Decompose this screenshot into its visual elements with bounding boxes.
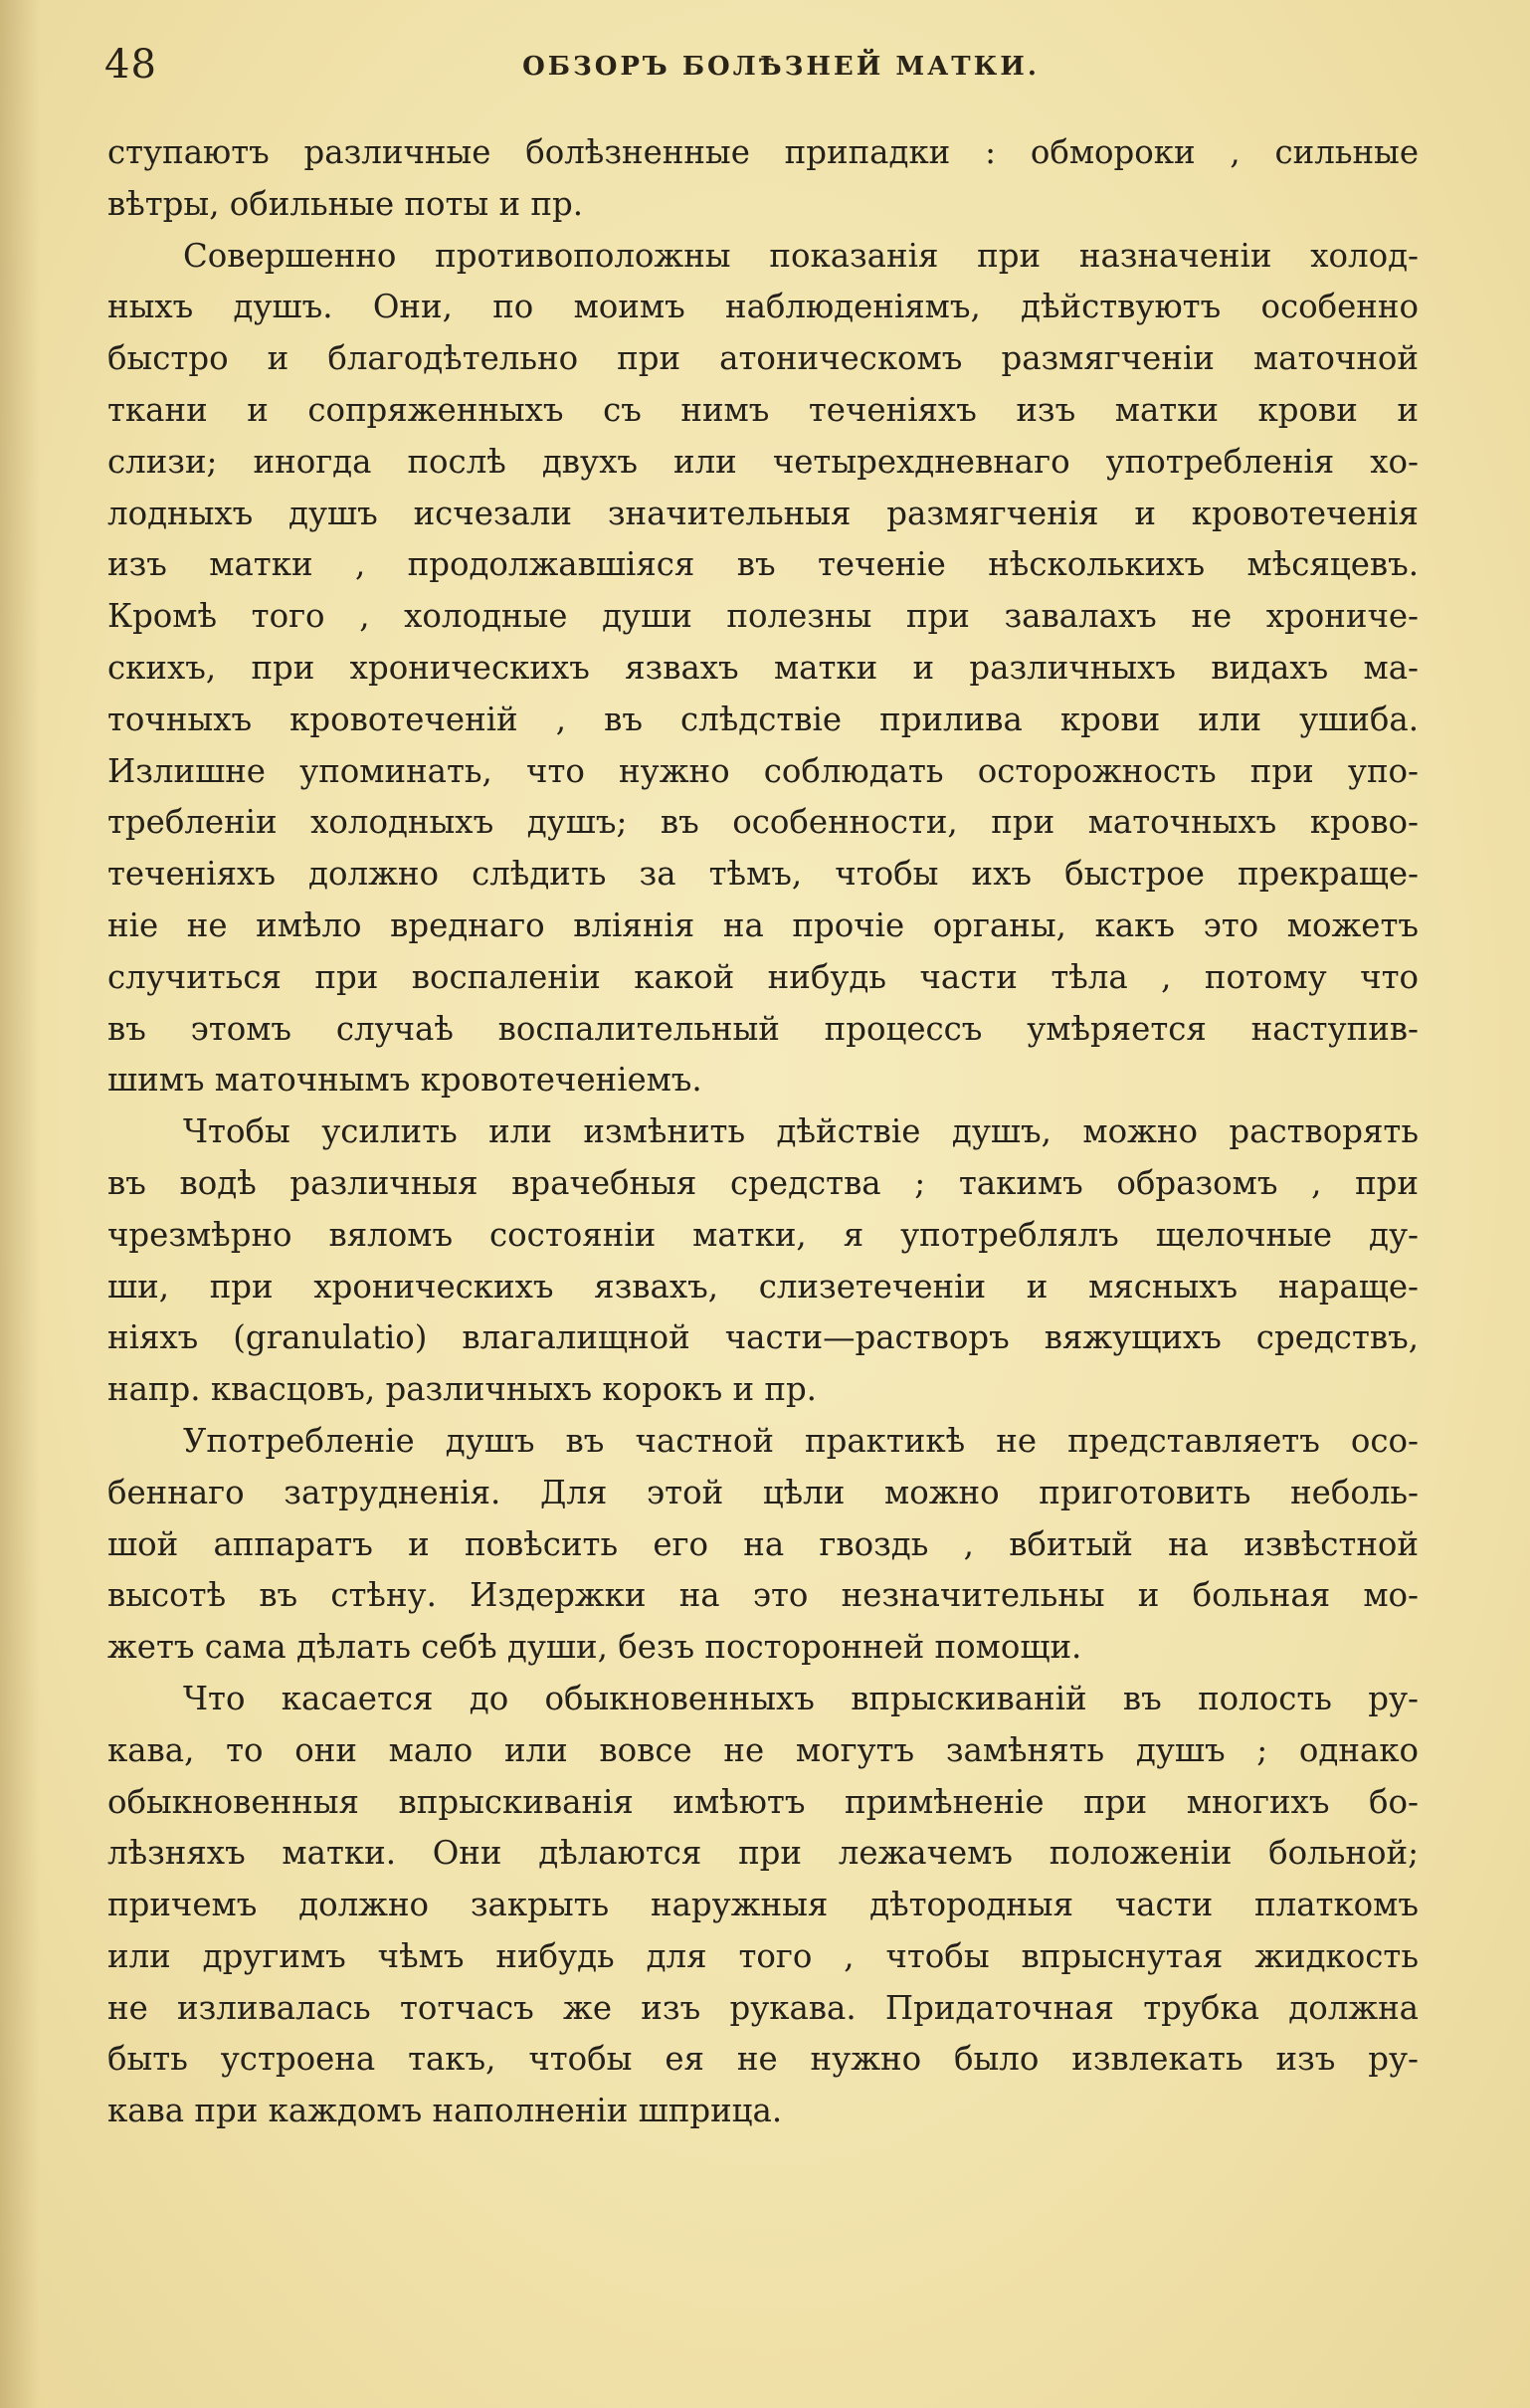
text-line: быть устроена такъ, чтобы ея не нужно было извлекать изъ ру-	[107, 2040, 1419, 2079]
text-line: Что касается до обыкновенныхъ впрыскиваній въ полость ру-	[183, 1679, 1419, 1717]
text-line: ткани и сопряженныхъ съ нимъ теченіяхъ изъ матки крови и	[107, 390, 1419, 429]
page-edge-shadow	[0, 0, 40, 2408]
running-title: ОБЗОРЪ БОЛѢЗНЕЙ МАТКИ.	[522, 52, 1040, 82]
text-line: ныхъ душъ. Они, по моимъ наблюденіямъ, дѣйствуютъ особенно	[107, 288, 1419, 326]
text-line: напр. квасцовъ, различныхъ корокъ и пр.	[107, 1370, 817, 1409]
text-line: ступаютъ различные болѣзненные припадки : обмороки , сильные	[107, 133, 1419, 171]
text-line: въ этомъ случаѣ воспалительный процессъ умѣряется наступив-	[107, 1009, 1419, 1048]
text-line: шимъ маточнымъ кровотеченіемъ.	[107, 1061, 702, 1100]
text-line: точныхъ кровотеченій , въ слѣдствіе прилива крови или ушиба.	[107, 700, 1419, 738]
text-line: Излишне упоминать, что нужно соблюдать осторожность при упо-	[107, 751, 1419, 790]
text-line: Совершенно противоположны показанія при назначеніи холод-	[183, 236, 1419, 275]
text-line: Чтобы усилить или измѣнить дѣйствіе душъ, можно растворять	[183, 1112, 1419, 1151]
text-line: случиться при воспаленіи какой нибудь части тѣла , потому что	[107, 957, 1419, 996]
text-line: высотѣ въ стѣну. Издержки на это незначительны и больная мо-	[107, 1576, 1419, 1615]
text-line: въ водѣ различныя врачебныя средства ; такимъ образомъ , при	[107, 1163, 1419, 1202]
text-line: причемъ должно закрыть наружныя дѣтородныя части платкомъ	[107, 1886, 1419, 1924]
text-line: слизи; иногда послѣ двухъ или четырехдневнаго употребленія хо-	[107, 442, 1419, 481]
paragraph	[107, 231, 1419, 1107]
text-line: обыкновенныя впрыскиванія имѣютъ примѣненіе при многихъ бо-	[107, 1782, 1419, 1821]
text-line: Кромѣ того , холодные души полезны при завалахъ не хрониче-	[107, 597, 1419, 636]
text-line: теченіяхъ должно слѣдить за тѣмъ, чтобы ихъ быстрое прекраще-	[107, 855, 1419, 894]
text-line: ніе не имѣло вреднаго вліянія на прочіе органы, какъ это можетъ	[107, 905, 1419, 944]
text-line: лѣзняхъ матки. Они дѣлаются при лежачемъ положеніи больной;	[107, 1834, 1419, 1873]
text-line: беннаго затрудненія. Для этой цѣли можно приготовить неболь-	[107, 1473, 1419, 1511]
text-line: ніяхъ (granulatio) влагалищной части—растворъ вяжущихъ средствъ,	[107, 1318, 1419, 1357]
text-line: вѣтры, обильные поты и пр.	[107, 184, 584, 223]
text-line: жетъ сама дѣлать себѣ души, безъ посторонней помощи.	[107, 1628, 1082, 1667]
text-line: не изливалась тотчасъ же изъ рукава. Придаточная трубка должна	[107, 1988, 1419, 2027]
text-line: Употребленіе душъ въ частной практикѣ не представляетъ осо-	[183, 1421, 1419, 1460]
paragraph	[107, 1416, 1419, 1674]
text-line: чрезмѣрно вяломъ состояніи матки, я употреблялъ щелочные ду-	[107, 1215, 1419, 1254]
paragraph	[107, 127, 1419, 231]
text-line: скихъ, при хроническихъ язвахъ матки и различныхъ видахъ ма-	[107, 648, 1419, 687]
paragraph	[107, 1106, 1419, 1416]
text-line: ши, при хроническихъ язвахъ, слизетеченіи и мясныхъ нараще-	[107, 1267, 1419, 1305]
text-body	[107, 127, 1419, 2137]
text-line: быстро и благодѣтельно при атоническомъ размягченіи маточной	[107, 339, 1419, 378]
running-head	[104, 42, 1457, 101]
text-line: изъ матки , продолжавшіяся въ теченіе нѣсколькихъ мѣсяцевъ.	[107, 545, 1419, 584]
text-line: кава при каждомъ наполненіи шприца.	[107, 2092, 783, 2130]
paragraph	[107, 1674, 1419, 2137]
text-line: требленіи холодныхъ душъ; въ особенности, при маточныхъ крово-	[107, 803, 1419, 842]
text-line: или другимъ чѣмъ нибудь для того , чтобы впрыснутая жидкость	[107, 1936, 1419, 1975]
text-line: кава, то они мало или вовсе не могутъ замѣнять душъ ; однако	[107, 1730, 1419, 1769]
text-line: лодныхъ душъ исчезали значительныя размягченія и кровотеченія	[107, 494, 1419, 532]
page-number: 48	[104, 42, 157, 88]
text-line: шой аппаратъ и повѣсить его на гвоздь , вбитый на извѣстной	[107, 1524, 1419, 1563]
